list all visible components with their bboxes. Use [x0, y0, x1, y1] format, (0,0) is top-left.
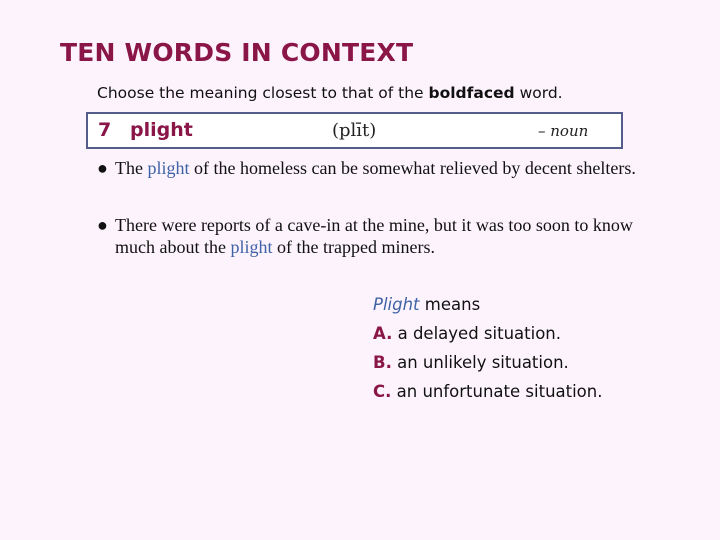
bullet-icon: ● [97, 215, 108, 235]
option-text: an unfortunate situation. [391, 382, 603, 401]
answer-option-c[interactable] [373, 377, 602, 406]
instructions-bold-word: boldfaced [428, 84, 515, 102]
answer-option-b[interactable] [373, 348, 602, 377]
sentence-text-before: There were reports of a cave-in at the mine, but it was too soon to know much about the [115, 215, 633, 257]
answer-prompt [373, 290, 602, 319]
sentence-text [97, 214, 657, 258]
answer-prompt-rest: means [419, 295, 481, 314]
answer-prompt-word: Plight [373, 295, 420, 314]
word-entry-box [86, 112, 623, 149]
answer-choices [373, 290, 602, 406]
option-letter: B. [373, 353, 392, 372]
answer-option-a[interactable] [373, 319, 602, 348]
instructions-text-before: Choose the meaning closest to that of the [97, 84, 429, 102]
option-text: an unlikely situation. [391, 353, 569, 372]
word-number: 7 [98, 119, 112, 141]
part-of-speech: – noun [538, 122, 589, 140]
bullet-icon: ● [97, 158, 108, 178]
pronunciation: (plīt) [332, 120, 377, 141]
sentence-highlighted-word: plight [230, 237, 273, 257]
option-letter: A. [373, 324, 393, 343]
instructions-text-after: word. [514, 84, 563, 102]
page-title: TEN WORDS IN CONTEXT [60, 38, 414, 67]
instructions [97, 84, 563, 102]
option-letter: C. [373, 382, 392, 401]
option-text: a delayed situation. [392, 324, 561, 343]
sentence-text-after: of the homeless can be somewhat relieved by decent shelters. [189, 158, 636, 178]
sentence-highlighted-word: plight [147, 158, 190, 178]
context-sentence-2 [97, 214, 657, 258]
sentence-text [97, 157, 657, 179]
sentence-text-before: The [115, 158, 148, 178]
sentence-text-after: of the trapped miners. [272, 237, 435, 257]
context-sentence-1 [97, 157, 657, 179]
vocabulary-word: plight [130, 119, 193, 141]
